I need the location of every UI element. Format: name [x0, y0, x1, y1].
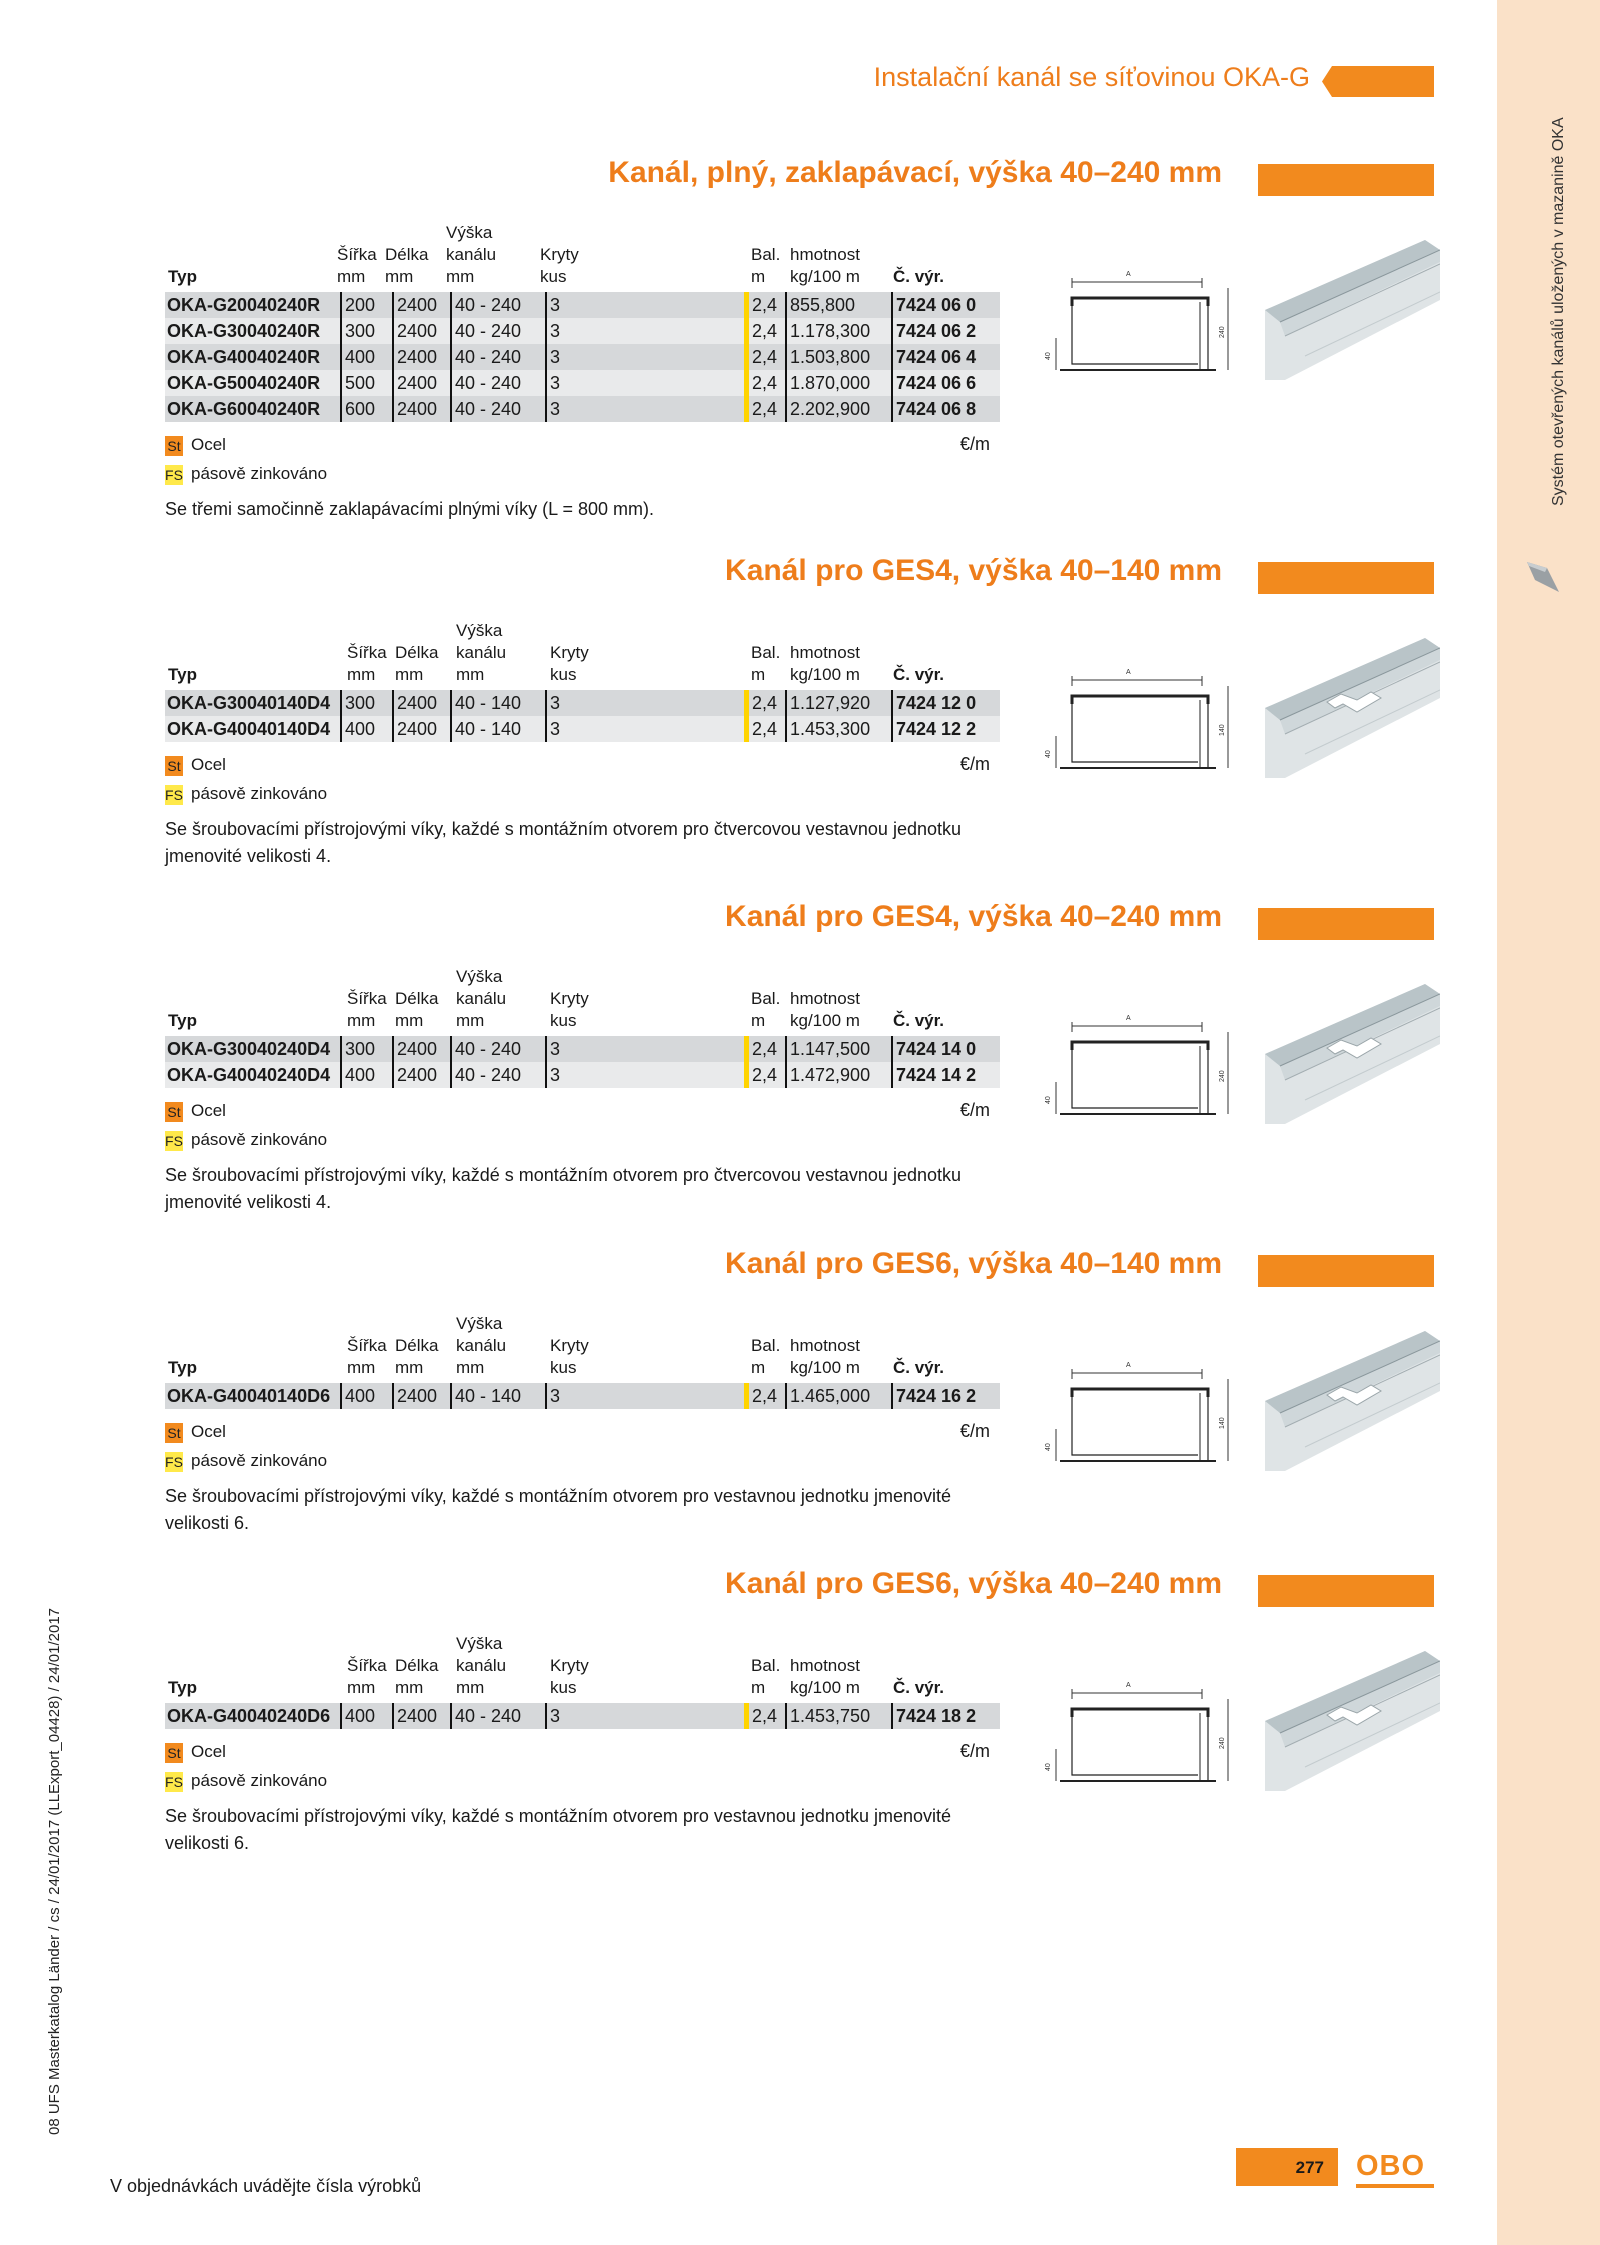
- material-steel: [165, 1100, 226, 1122]
- cell-bal: 2,4: [744, 1383, 777, 1409]
- col-header-sirka: Šířka: [347, 643, 387, 662]
- col-header-kanalu: kanálu: [446, 245, 497, 264]
- cell-typ: OKA-G40040140D4: [167, 719, 331, 739]
- sidebar-marker-icon: [1525, 558, 1563, 596]
- col-header-kryty: Kryty: [540, 245, 579, 264]
- cell-vyska: 40 - 240: [450, 318, 521, 344]
- col-header-hmotnost-unit: kg/100 m: [790, 267, 860, 286]
- col-header-vyska-unit: mm: [446, 267, 475, 286]
- col-header-bal: Bal.: [751, 1336, 781, 1355]
- cell-delka: 2400: [392, 1383, 437, 1409]
- cell-typ: OKA-G40040240D6: [167, 1706, 331, 1726]
- cell-cislo-vyrobku: 7424 06 6: [891, 370, 976, 396]
- cell-sirka: 200: [340, 292, 375, 318]
- logo-underline: [1356, 2184, 1434, 2188]
- col-header-sirka-unit: mm: [347, 1358, 376, 1377]
- section-accent-bar: [1258, 908, 1434, 940]
- col-header-kanalu: kanálu: [456, 1656, 507, 1675]
- sidebar-vertical-title: Systém otevřených kanálů uložených v mazanině OKA: [1550, 117, 1567, 506]
- fs-badge: FS: [165, 1453, 183, 1470]
- cross-section-drawing: [1030, 656, 1230, 796]
- col-header-sirka: Šířka: [347, 989, 387, 1008]
- cell-hmotnost: 855,800: [785, 292, 855, 318]
- col-header-bal-unit: m: [751, 1678, 766, 1697]
- table-row: [165, 370, 1000, 396]
- cell-kryty: 3: [545, 1036, 560, 1062]
- material-steel: [165, 1421, 226, 1443]
- st-badge: St: [165, 436, 183, 456]
- col-header-hmotnost-unit: kg/100 m: [790, 1011, 860, 1030]
- section-title: Kanál pro GES6, výška 40–140 mm: [725, 1247, 1222, 1280]
- cell-bal: 2,4: [744, 1062, 777, 1088]
- material-steel: [165, 434, 226, 456]
- material-steel-label: Ocel: [191, 755, 226, 774]
- drawing-label-low: 40: [1045, 352, 1052, 360]
- col-header-kryty-unit: kus: [550, 1358, 577, 1377]
- cell-typ: OKA-G20040240R: [167, 295, 321, 315]
- cell-hmotnost: 1.178,300: [785, 318, 870, 344]
- cell-hmotnost: 2.202,900: [785, 396, 870, 422]
- cell-sirka: 500: [340, 370, 375, 396]
- cell-cislo-vyrobku: 7424 16 2: [891, 1383, 976, 1409]
- cell-vyska: 40 - 240: [450, 1703, 521, 1729]
- cross-section-drawing: [1030, 1669, 1230, 1809]
- col-header-bal-unit: m: [751, 1011, 766, 1030]
- cell-sirka: 400: [340, 1383, 375, 1409]
- col-header-kryty: Kryty: [550, 1336, 589, 1355]
- section-description: Se šroubovacími přístrojovými víky, každé s montážním otvorem pro čtvercovou vestavnou jednotku jmenovité velikosti 4.: [165, 819, 961, 866]
- material-finish-label: pásově zinkováno: [191, 464, 328, 483]
- section-description: Se třemi samočinně zaklapávacími plnými víky (L = 800 mm).: [165, 499, 654, 519]
- page-number-box: [1236, 2148, 1338, 2186]
- product-photo: [1265, 984, 1440, 1124]
- section-title: Kanál pro GES4, výška 40–140 mm: [725, 554, 1222, 587]
- st-badge: St: [165, 1102, 183, 1122]
- cell-cislo-vyrobku: 7424 06 8: [891, 396, 976, 422]
- cell-delka: 2400: [392, 318, 437, 344]
- section-accent-bar: [1258, 1575, 1434, 1607]
- col-header-kryty: Kryty: [550, 643, 589, 662]
- col-header-hmotnost: hmotnost: [790, 989, 860, 1008]
- col-header-cvyr: Č. výr.: [893, 1011, 945, 1030]
- cell-kryty: 3: [545, 292, 560, 318]
- cell-delka: 2400: [392, 292, 437, 318]
- price-unit: €/m: [960, 754, 991, 774]
- cell-typ: OKA-G30040140D4: [167, 693, 331, 713]
- table-row: [165, 1703, 1000, 1729]
- cell-cislo-vyrobku: 7424 06 2: [891, 318, 976, 344]
- table-row: [165, 1036, 1000, 1062]
- fs-badge: FS: [165, 466, 183, 483]
- cell-kryty: 3: [545, 1703, 560, 1729]
- col-header-delka: Délka: [395, 1656, 439, 1675]
- cell-cislo-vyrobku: 7424 06 4: [891, 344, 976, 370]
- cell-hmotnost: 1.503,800: [785, 344, 870, 370]
- col-header-kryty: Kryty: [550, 989, 589, 1008]
- material-finish: [165, 1770, 327, 1792]
- col-header-hmotnost-unit: kg/100 m: [790, 1358, 860, 1377]
- table-row: [165, 344, 1000, 370]
- col-header-vyska: Výška: [456, 1634, 503, 1653]
- col-header-sirka: Šířka: [337, 245, 377, 264]
- material-finish: [165, 1129, 327, 1151]
- col-header-bal: Bal.: [751, 643, 781, 662]
- col-header-bal-unit: m: [751, 1358, 766, 1377]
- cell-typ: OKA-G60040240R: [167, 399, 321, 419]
- col-header-sirka-unit: mm: [347, 665, 376, 684]
- fs-badge: FS: [165, 786, 183, 803]
- cross-section-drawing: [1030, 1002, 1230, 1142]
- fs-badge: FS: [165, 1132, 183, 1149]
- col-header-vyska: Výška: [456, 1314, 503, 1333]
- col-header-kryty-unit: kus: [550, 1678, 577, 1697]
- drawing-label-a: A: [1126, 1362, 1131, 1369]
- cell-kryty: 3: [545, 370, 560, 396]
- material-steel-label: Ocel: [191, 1422, 226, 1441]
- material-finish-label: pásově zinkováno: [191, 784, 328, 803]
- col-header-sirka: Šířka: [347, 1336, 387, 1355]
- fs-badge: FS: [165, 1773, 183, 1790]
- cell-typ: OKA-G40040140D6: [167, 1386, 331, 1406]
- price-unit: €/m: [960, 434, 991, 454]
- col-header-kanalu: kanálu: [456, 643, 507, 662]
- cell-cislo-vyrobku: 7424 06 0: [891, 292, 976, 318]
- cell-kryty: 3: [545, 318, 560, 344]
- col-header-vyska-unit: mm: [456, 1011, 485, 1030]
- section-accent-bar: [1258, 562, 1434, 594]
- col-header-hmotnost: hmotnost: [790, 1656, 860, 1675]
- drawing-label-a: A: [1126, 271, 1131, 278]
- material-steel: [165, 1741, 226, 1763]
- drawing-label-low: 40: [1045, 1763, 1052, 1771]
- cell-cislo-vyrobku: 7424 12 0: [891, 690, 976, 716]
- drawing-label-low: 40: [1045, 1096, 1052, 1104]
- section-description: Se šroubovacími přístrojovými víky, každé s montážním otvorem pro vestavnou jednotku jmenovité velikosti 6.: [165, 1486, 951, 1533]
- col-header-delka: Délka: [385, 245, 429, 264]
- drawing-label-a: A: [1126, 669, 1131, 676]
- col-header-hmotnost-unit: kg/100 m: [790, 1678, 860, 1697]
- col-header-typ: Typ: [168, 1678, 197, 1697]
- drawing-label-low: 40: [1045, 1443, 1052, 1451]
- col-header-bal: Bal.: [751, 245, 781, 264]
- cell-typ: OKA-G30040240R: [167, 321, 321, 341]
- cell-bal: 2,4: [744, 396, 777, 422]
- cell-bal: 2,4: [744, 318, 777, 344]
- table-row: [165, 1383, 1000, 1409]
- section-description: Se šroubovacími přístrojovými víky, každé s montážním otvorem pro čtvercovou vestavnou jednotku jmenovité velikosti 4.: [165, 1165, 961, 1212]
- page-number: 277: [1295, 2158, 1324, 2177]
- col-header-bal-unit: m: [751, 267, 766, 286]
- col-header-sirka-unit: mm: [347, 1011, 376, 1030]
- cell-cislo-vyrobku: 7424 12 2: [891, 716, 976, 742]
- col-header-delka: Délka: [395, 989, 439, 1008]
- drawing-label-high: 140: [1219, 724, 1226, 736]
- col-header-delka: Délka: [395, 1336, 439, 1355]
- table-row: [165, 716, 1000, 742]
- drawing-label-low: 40: [1045, 750, 1052, 758]
- cell-delka: 2400: [392, 690, 437, 716]
- st-badge: St: [165, 1743, 183, 1763]
- drawing-label-a: A: [1126, 1015, 1131, 1022]
- right-sidebar: [1497, 0, 1600, 2245]
- cell-typ: OKA-G30040240D4: [167, 1039, 331, 1059]
- cell-bal: 2,4: [744, 370, 777, 396]
- cell-bal: 2,4: [744, 344, 777, 370]
- col-header-kryty: Kryty: [550, 1656, 589, 1675]
- section-accent-bar: [1258, 164, 1434, 196]
- col-header-hmotnost: hmotnost: [790, 1336, 860, 1355]
- cell-vyska: 40 - 140: [450, 716, 521, 742]
- col-header-vyska-unit: mm: [456, 1358, 485, 1377]
- cell-kryty: 3: [545, 716, 560, 742]
- table-row: [165, 318, 1000, 344]
- material-finish-label: pásově zinkováno: [191, 1771, 328, 1790]
- cell-typ: OKA-G50040240R: [167, 373, 321, 393]
- col-header-kryty-unit: kus: [540, 267, 567, 286]
- cell-cislo-vyrobku: 7424 14 0: [891, 1036, 976, 1062]
- table-row: [165, 292, 1000, 318]
- col-header-typ: Typ: [168, 267, 197, 286]
- col-header-cvyr: Č. výr.: [893, 267, 945, 286]
- st-badge: St: [165, 1423, 183, 1443]
- material-finish: [165, 463, 327, 485]
- product-photo: [1265, 638, 1440, 778]
- material-finish-label: pásově zinkováno: [191, 1130, 328, 1149]
- cell-vyska: 40 - 140: [450, 690, 521, 716]
- price-unit: €/m: [960, 1421, 991, 1441]
- cell-hmotnost: 1.453,300: [785, 716, 870, 742]
- col-header-vyska: Výška: [456, 967, 503, 986]
- st-badge: St: [165, 756, 183, 776]
- material-steel-label: Ocel: [191, 1101, 226, 1120]
- price-unit: €/m: [960, 1741, 991, 1761]
- drawing-label-high: 240: [1219, 1070, 1226, 1082]
- cell-hmotnost: 1.127,920: [785, 690, 870, 716]
- cell-hmotnost: 1.870,000: [785, 370, 870, 396]
- cell-bal: 2,4: [744, 1036, 777, 1062]
- cross-section-drawing: [1030, 258, 1230, 398]
- cell-cislo-vyrobku: 7424 18 2: [891, 1703, 976, 1729]
- col-header-vyska-unit: mm: [456, 665, 485, 684]
- table-row: [165, 396, 1000, 422]
- cell-kryty: 3: [545, 344, 560, 370]
- cell-delka: 2400: [392, 370, 437, 396]
- cell-sirka: 300: [340, 318, 375, 344]
- col-header-vyska: Výška: [456, 621, 503, 640]
- cell-delka: 2400: [392, 716, 437, 742]
- section-title: Kanál pro GES4, výška 40–240 mm: [725, 900, 1222, 933]
- col-header-sirka: Šířka: [347, 1656, 387, 1675]
- col-header-sirka-unit: mm: [347, 1678, 376, 1697]
- col-header-hmotnost: hmotnost: [790, 245, 860, 264]
- drawing-label-high: 140: [1219, 1417, 1226, 1429]
- drawing-label-high: 240: [1219, 1737, 1226, 1749]
- col-header-delka: Délka: [395, 643, 439, 662]
- cell-bal: 2,4: [744, 292, 777, 318]
- col-header-typ: Typ: [168, 1358, 197, 1377]
- section-accent-bar: [1258, 1255, 1434, 1287]
- col-header-kryty-unit: kus: [550, 1011, 577, 1030]
- cell-bal: 2,4: [744, 690, 777, 716]
- cell-hmotnost: 1.472,900: [785, 1062, 870, 1088]
- cell-cislo-vyrobku: 7424 14 2: [891, 1062, 976, 1088]
- col-header-delka-unit: mm: [395, 1011, 424, 1030]
- cell-delka: 2400: [392, 1036, 437, 1062]
- cell-bal: 2,4: [744, 1703, 777, 1729]
- material-steel-label: Ocel: [191, 435, 226, 454]
- cell-vyska: 40 - 240: [450, 344, 521, 370]
- section-description: Se šroubovacími přístrojovými víky, každé s montážním otvorem pro vestavnou jednotku jmenovité velikosti 6.: [165, 1806, 951, 1853]
- cell-hmotnost: 1.147,500: [785, 1036, 870, 1062]
- col-header-typ: Typ: [168, 1011, 197, 1030]
- col-header-cvyr: Č. výr.: [893, 665, 945, 684]
- cell-sirka: 400: [340, 1703, 375, 1729]
- footer-order-note: V objednávkách uváděјte čísla výrobků: [110, 2176, 422, 2196]
- col-header-bal: Bal.: [751, 989, 781, 1008]
- cell-hmotnost: 1.453,750: [785, 1703, 870, 1729]
- col-header-kanalu: kanálu: [456, 989, 507, 1008]
- col-header-delka-unit: mm: [385, 267, 414, 286]
- col-header-typ: Typ: [168, 665, 197, 684]
- col-header-delka-unit: mm: [395, 665, 424, 684]
- cell-typ: OKA-G40040240R: [167, 347, 321, 367]
- cell-vyska: 40 - 240: [450, 1036, 521, 1062]
- col-header-cvyr: Č. výr.: [893, 1358, 945, 1377]
- header-accent-bar: [1322, 66, 1434, 97]
- cell-sirka: 400: [340, 716, 375, 742]
- material-finish-label: pásově zinkováno: [191, 1451, 328, 1470]
- cell-kryty: 3: [545, 1383, 560, 1409]
- cell-vyska: 40 - 140: [450, 1383, 521, 1409]
- drawing-label-a: A: [1126, 1682, 1131, 1689]
- cell-sirka: 300: [340, 1036, 375, 1062]
- cell-typ: OKA-G40040240D4: [167, 1065, 331, 1085]
- col-header-sirka-unit: mm: [337, 267, 366, 286]
- drawing-label-high: 240: [1219, 326, 1226, 338]
- material-steel: [165, 754, 226, 776]
- col-header-hmotnost: hmotnost: [790, 643, 860, 662]
- cell-delka: 2400: [392, 1062, 437, 1088]
- section-title: Kanál pro GES6, výška 40–240 mm: [725, 1567, 1222, 1600]
- cell-vyska: 40 - 240: [450, 370, 521, 396]
- table-row: [165, 690, 1000, 716]
- cell-vyska: 40 - 240: [450, 292, 521, 318]
- product-photo: [1265, 1651, 1440, 1791]
- material-steel-label: Ocel: [191, 1742, 226, 1761]
- obo-logo: OBO: [1356, 2150, 1426, 2182]
- cell-vyska: 40 - 240: [450, 1062, 521, 1088]
- cell-hmotnost: 1.465,000: [785, 1383, 870, 1409]
- cell-bal: 2,4: [744, 716, 777, 742]
- col-header-bal-unit: m: [751, 665, 766, 684]
- col-header-delka-unit: mm: [395, 1358, 424, 1377]
- col-header-delka-unit: mm: [395, 1678, 424, 1697]
- col-header-kryty-unit: kus: [550, 665, 577, 684]
- cell-delka: 2400: [392, 344, 437, 370]
- cell-sirka: 400: [340, 344, 375, 370]
- price-unit: €/m: [960, 1100, 991, 1120]
- cell-vyska: 40 - 240: [450, 396, 521, 422]
- cell-sirka: 600: [340, 396, 375, 422]
- footer-vertical-text: 08 UFS Masterkatalog Länder / cs / 24/01/2017 (LLExport_04428) / 24/01/2017: [46, 1607, 63, 2135]
- cross-section-drawing: [1030, 1349, 1230, 1489]
- cell-delka: 2400: [392, 396, 437, 422]
- product-photo: [1265, 240, 1440, 380]
- cell-kryty: 3: [545, 396, 560, 422]
- col-header-kanalu: kanálu: [456, 1336, 507, 1355]
- cell-kryty: 3: [545, 1062, 560, 1088]
- cell-delka: 2400: [392, 1703, 437, 1729]
- col-header-bal: Bal.: [751, 1656, 781, 1675]
- col-header-hmotnost-unit: kg/100 m: [790, 665, 860, 684]
- table-row: [165, 1062, 1000, 1088]
- cell-sirka: 300: [340, 690, 375, 716]
- col-header-vyska-unit: mm: [456, 1678, 485, 1697]
- page-header-title: Instalační kanál se síťovinou OKA-G: [873, 62, 1310, 92]
- material-finish: [165, 1450, 327, 1472]
- col-header-vyska: Výška: [446, 223, 493, 242]
- cell-sirka: 400: [340, 1062, 375, 1088]
- product-photo: [1265, 1331, 1440, 1471]
- col-header-cvyr: Č. výr.: [893, 1678, 945, 1697]
- cell-kryty: 3: [545, 690, 560, 716]
- material-finish: [165, 783, 327, 805]
- section-title: Kanál, plný, zaklapávací, výška 40–240 mm: [608, 156, 1222, 189]
